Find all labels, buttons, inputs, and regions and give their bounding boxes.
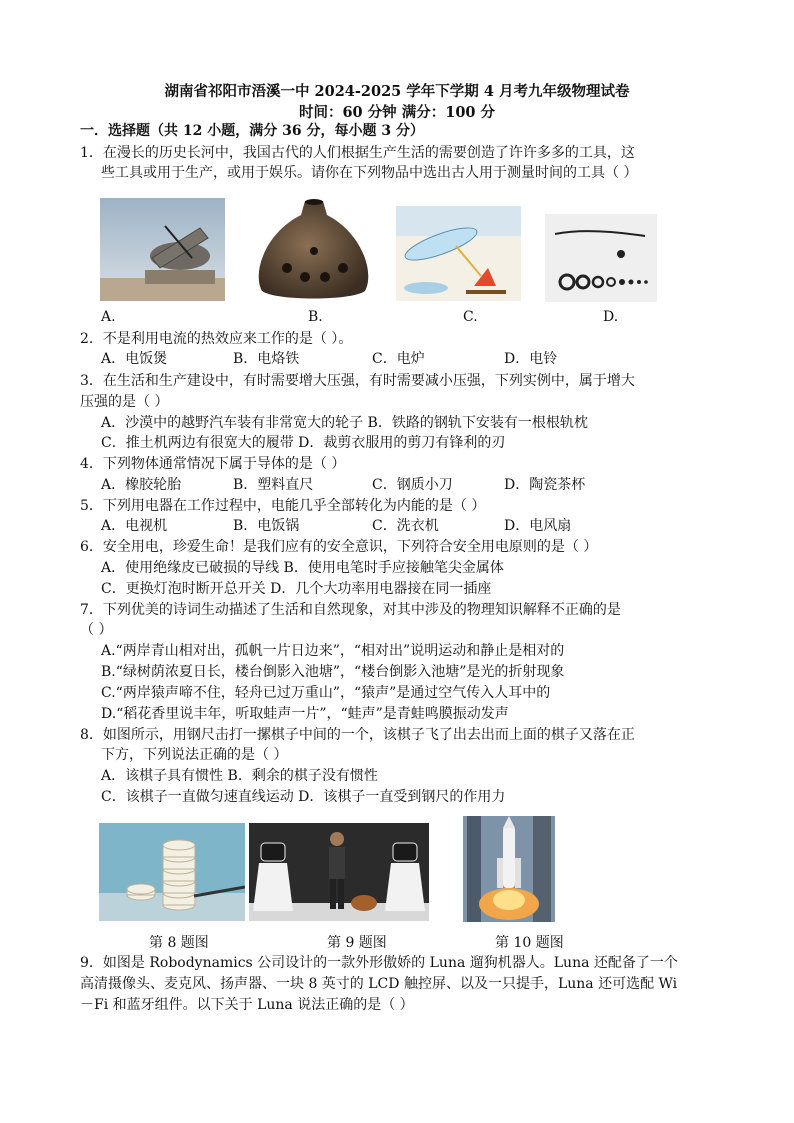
q4-option-b: B．塑料直尺 xyxy=(233,477,314,493)
exam-subtitle: 时间：60 分钟 满分：100 分 xyxy=(298,104,496,121)
q5-option-d: D．电风扇 xyxy=(504,518,572,534)
luna-robot-image xyxy=(249,823,429,921)
rocket-launch-image xyxy=(463,816,555,922)
q5-option-b: B．电饭锅 xyxy=(233,518,300,534)
q9-stem-line3: －Fi 和蓝牙组件。以下关于 Luna 说法正确的是（ ） xyxy=(80,997,414,1013)
q3-stem-line2: 压强的是（ ） xyxy=(80,394,169,410)
q4-option-a: A．橡胶轮胎 xyxy=(101,477,182,493)
q7-stem-line2: （ ） xyxy=(80,622,113,638)
q4-option-c: C．钢质小刀 xyxy=(372,477,453,493)
q7-option-c: C.“两岸猿声啼不住，轻舟已过万重山”，“猿声”是通过空气传入人耳中的 xyxy=(101,685,551,701)
q2-stem: 2．不是利用电流的热效应来工作的是（ ）。 xyxy=(80,331,353,347)
sundial-image xyxy=(100,198,225,301)
q2-option-a: A．电饭煲 xyxy=(101,351,168,367)
ice-lens-fire-image xyxy=(396,206,521,301)
q8-options-cd: C．该棋子一直做匀速直线运动 D．该棋子一直受到钢尺的作用力 xyxy=(101,789,506,805)
q5-option-a: A．电视机 xyxy=(101,518,168,534)
q5-option-c: C．洗衣机 xyxy=(372,518,439,534)
q1-stem-line2: 些工具或用于生产，或用于娱乐。请你在下列物品中选出古人用于测量时间的工具（ ） xyxy=(101,165,638,181)
q7-stem-line1: 7．下列优美的诗词生动描述了生活和自然现象，对其中涉及的物理知识解释不正确的是 xyxy=(80,602,621,618)
q1-label-c: C. xyxy=(463,309,478,325)
q9-stem-line2: 高清摄像头、麦克风、扬声器、一块 8 英寸的 LCD 触控屏、以及一只提手，Luna 还可选配 Wi xyxy=(80,976,678,992)
q2-option-c: C．电炉 xyxy=(372,351,425,367)
q8-stem-line2: 下方，下列说法正确的是（ ） xyxy=(101,747,288,763)
caption-fig-9: 第 9 题图 xyxy=(327,935,387,951)
exam-title: 湖南省祁阳市浯溪一中 2024-2025 学年下学期 4 月考九年级物理试卷 xyxy=(164,83,630,100)
q8-stem-line1: 8．如图所示，用钢尺击打一摞棋子中间的一个，该棋子飞了出去出而上面的棋子又落在正 xyxy=(80,727,635,743)
q4-option-d: D．陶瓷茶杯 xyxy=(504,477,586,493)
q7-option-b: B.“绿树荫浓夏日长，楼台倒影入池塘”，“楼台倒影入池塘”是光的折射现象 xyxy=(101,664,565,680)
caption-fig-8: 第 8 题图 xyxy=(149,935,209,951)
q6-stem: 6．安全用电，珍爱生命！是我们应有的安全意识，下列符合安全用电原则的是（ ） xyxy=(80,539,598,555)
q3-stem-line1: 3．在生活和生产建设中，有时需要增大压强，有时需要减小压强，下列实例中，属于增大 xyxy=(80,373,635,389)
q6-options-cd: C．更换灯泡时断开总开关 D．几个大功率用电器接在同一插座 xyxy=(101,581,492,597)
q8-options-ab: A．该棋子具有惯性 B．剩余的棋子没有惯性 xyxy=(101,768,378,784)
q6-options-ab: A．使用绝缘皮已破损的导线 B．使用电笔时手应接触笔尖金属体 xyxy=(101,560,504,576)
q3-options-cd: C．推土机两边有很宽大的履带 D．裁剪衣服用的剪刀有锋利的刃 xyxy=(101,435,506,451)
q1-label-b: B. xyxy=(308,309,323,325)
q1-label-d: D. xyxy=(603,309,619,325)
q2-option-b: B．电烙铁 xyxy=(233,351,300,367)
q4-stem: 4．下列物体通常情况下属于导体的是（ ） xyxy=(80,456,346,472)
q3-options-ab: A．沙漠中的越野汽车装有非常宽大的轮子 B．铁路的钢轨下安装有一根根轨枕 xyxy=(101,415,588,431)
q1-stem-line1: 1．在漫长的历史长河中，我国古代的人们根据生产生活的需要创造了许许多多的工具，这 xyxy=(80,145,635,161)
q7-option-a: A.“两岸青山相对出，孤帆一片日边来”，“相对出”说明运动和静止是相对的 xyxy=(101,643,565,659)
q9-stem-line1: 9．如图是 Robodynamics 公司设计的一款外形傲娇的 Luna 遛狗机器人。Luna 还配备了一个 xyxy=(80,955,678,971)
section-heading: 一．选择题（共 12 小题，满分 36 分，每小题 3 分） xyxy=(80,123,424,139)
q1-label-a: A. xyxy=(101,309,116,325)
bian-zhong-image xyxy=(545,214,657,302)
q7-option-d: D.“稻花香里说丰年，听取蛙声一片”，“蛙声”是青蛙鸣膜振动发声 xyxy=(101,706,509,722)
q5-stem: 5．下列用电器在工作过程中，电能几乎全部转化为内能的是（ ） xyxy=(80,498,486,514)
ocarina-image xyxy=(247,193,380,304)
chess-stack-image xyxy=(99,823,245,921)
q2-option-d: D．电铃 xyxy=(504,351,558,367)
caption-fig-10: 第 10 题图 xyxy=(495,935,564,951)
